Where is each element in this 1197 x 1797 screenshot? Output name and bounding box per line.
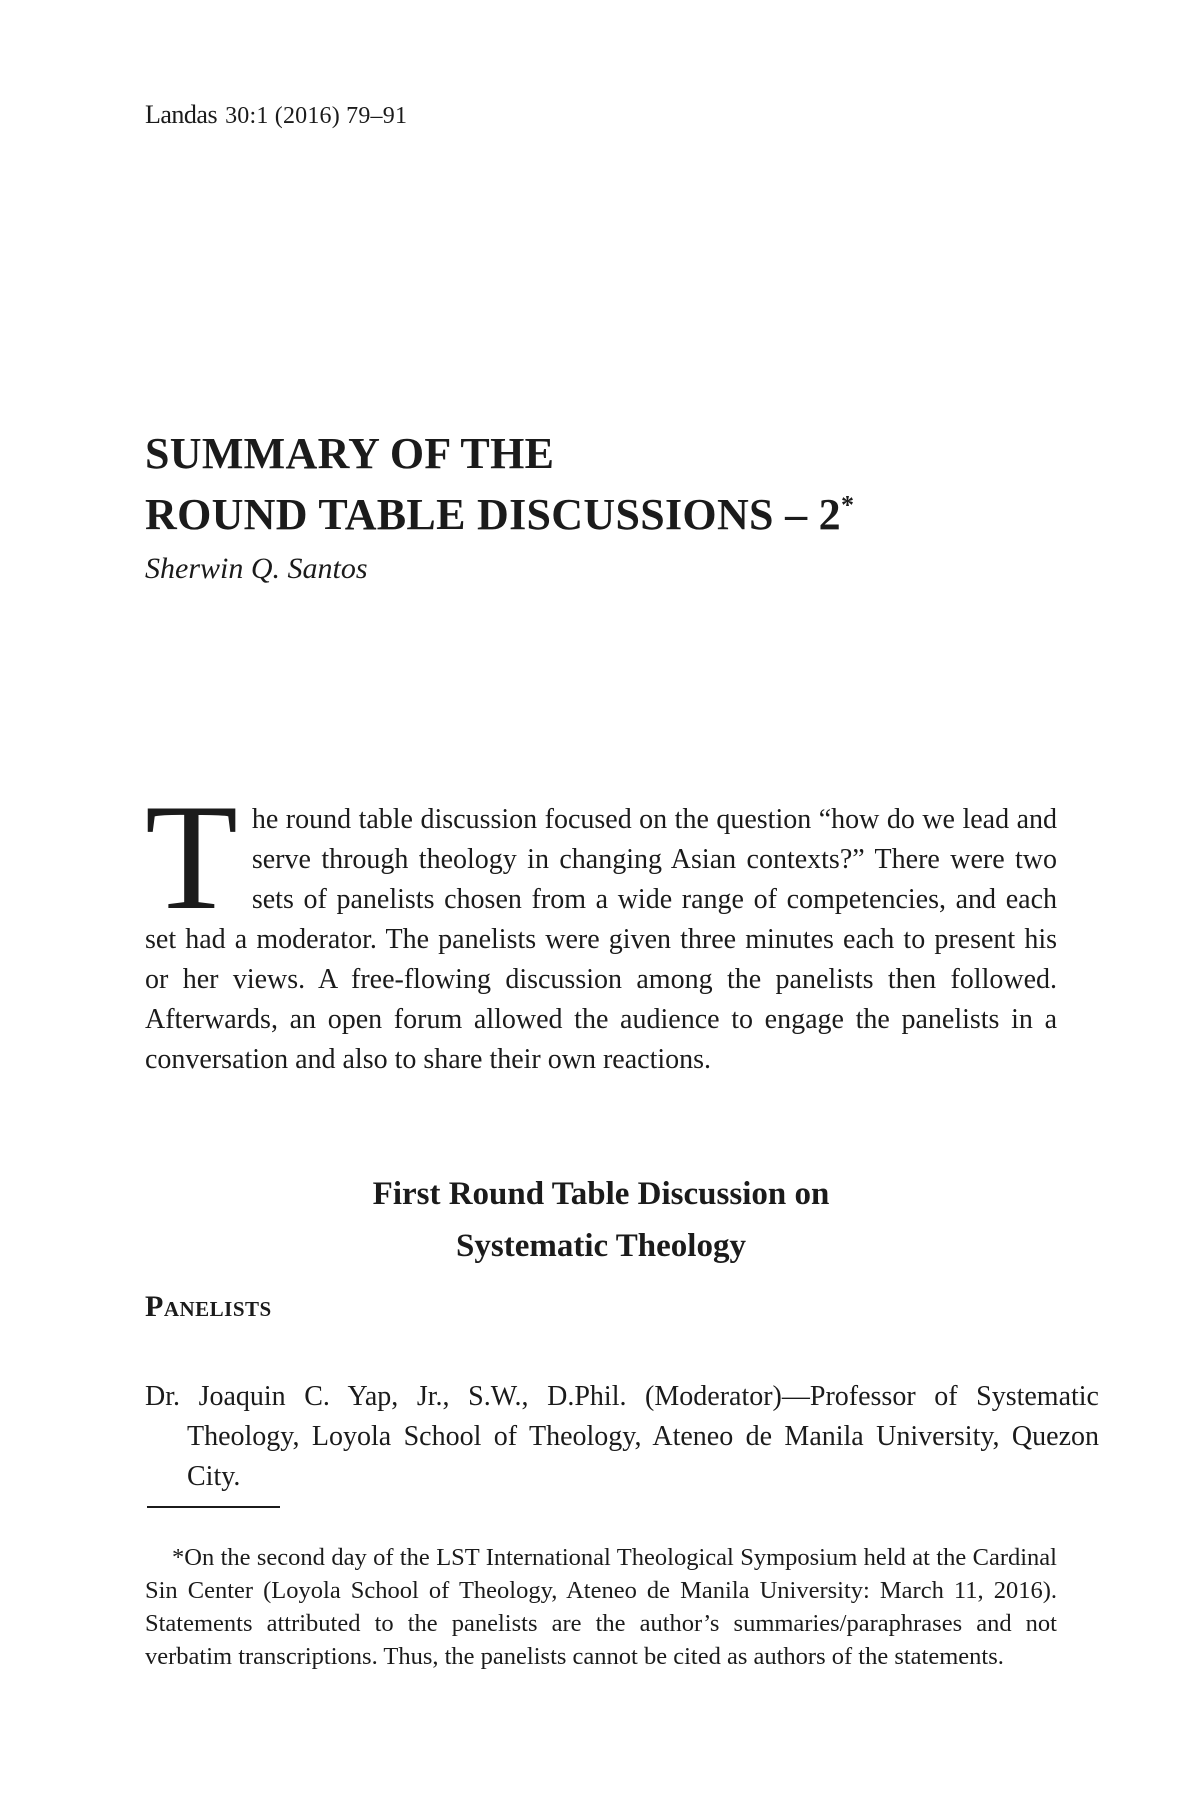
article-title bbox=[145, 423, 1065, 545]
footnote-separator-rule bbox=[147, 1506, 280, 1508]
footnote bbox=[145, 1541, 1057, 1673]
journal-name: Landas bbox=[145, 100, 218, 129]
journal-header bbox=[145, 100, 407, 130]
journal-issue-info: 30:1 (2016) 79–91 bbox=[225, 103, 408, 129]
footnote-text: On the second day of the LST International Theological Symposium held at the Cardinal Sin Center (Loyola School of Theology, Ateneo de Manila University: March 11, 2016). Statements attributed to the panelists are the author’s summaries/paraphrases and not verbatim transcriptions. Thus, the panelists cannot be cited as authors of the statements. bbox=[145, 1543, 1057, 1670]
article-title-line2: ROUND TABLE DISCUSSIONS – 2* bbox=[145, 490, 855, 539]
title-footnote-marker: * bbox=[841, 490, 855, 520]
intro-paragraph-text: he round table discussion focused on the question “how do we lead and serve through theology in changing Asian contexts?” There were two sets of panelists chosen from a wide range of competencies, and each set had a moderator. The panelists were given three minutes each to present his or her views. A free-flowing discussion among the panelists then followed. Afterwards, an open forum allowed the audience to engage the panelists in a conversation and also to share their own reactions. bbox=[145, 804, 1057, 1075]
panelist-entry: Dr. Joaquin C. Yap, Jr., S.W., D.Phil. (Moderator)—Professor of Systematic Theology, Loyola School of Theology, Ateneo de Manila University, Quezon City. bbox=[145, 1381, 1099, 1492]
drop-cap: T bbox=[145, 773, 238, 941]
section-heading-line1: First Round Table Discussion on bbox=[372, 1176, 830, 1212]
panelists-subheading: Panelists bbox=[145, 1290, 272, 1323]
article-title-line1: SUMMARY OF THE bbox=[145, 429, 555, 478]
intro-paragraph bbox=[145, 773, 1057, 1080]
author-name: Sherwin Q. Santos bbox=[145, 552, 368, 585]
section-heading bbox=[145, 1168, 1057, 1272]
section-heading-line2: Systematic Theology bbox=[456, 1228, 746, 1264]
footnote-marker: * bbox=[172, 1543, 185, 1571]
